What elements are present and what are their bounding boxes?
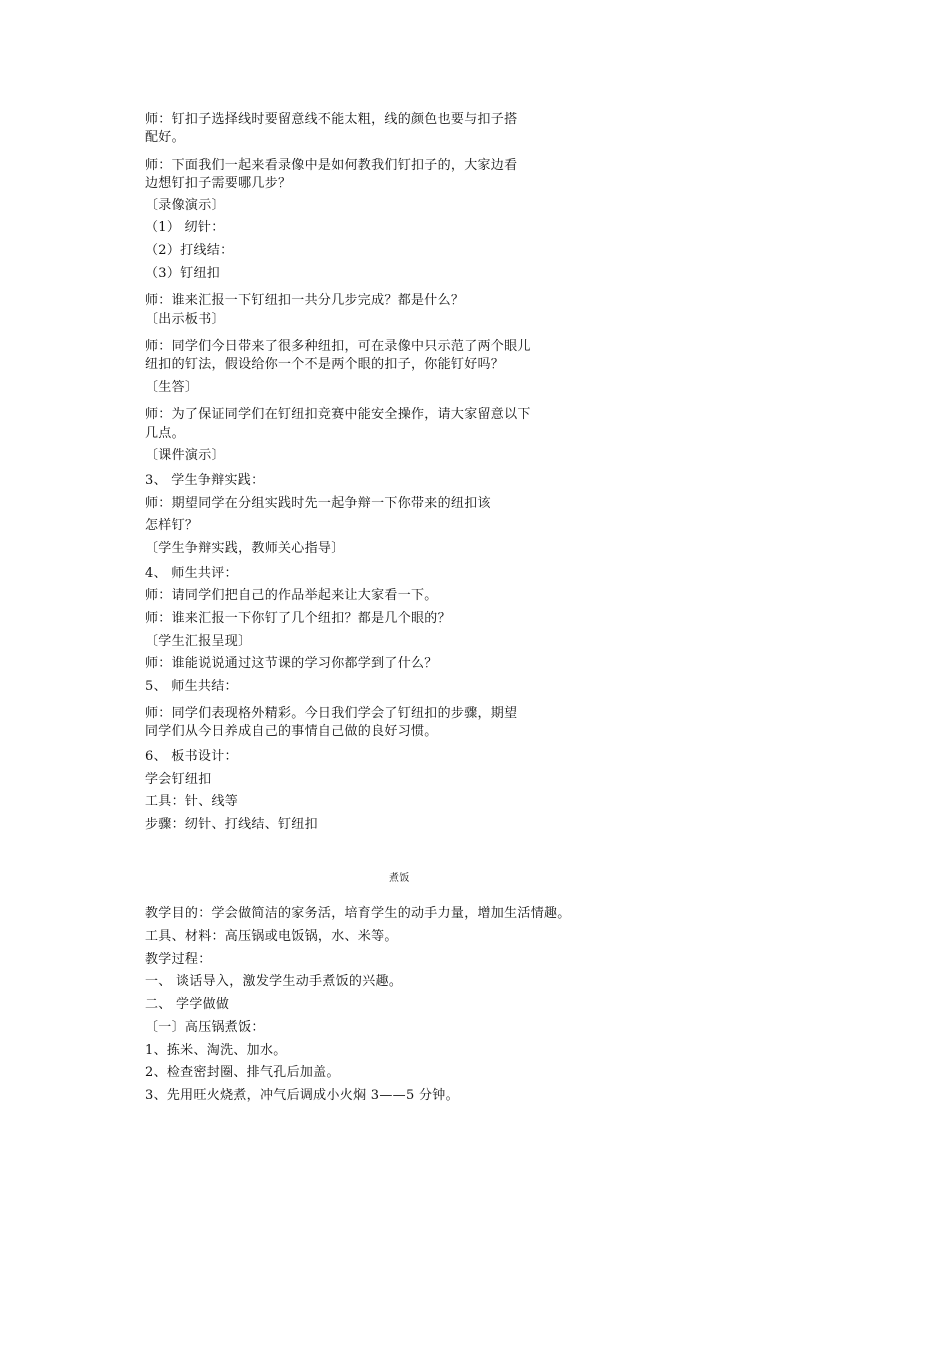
text-line: 2、检查密封圈、排气孔后加盖。 — [145, 1065, 340, 1080]
text-line: 师：请同学们把自己的作品举起来让大家看一下。 — [145, 588, 438, 603]
text-line: 一、 谈话导入，激发学生动手煮饭的兴趣。 — [145, 974, 403, 989]
text-line: 4、 师生共评： — [145, 566, 238, 581]
text-line: 师：下面我们一起来看录像中是如何教我们钉扣子的，大家边看 — [145, 158, 518, 173]
text-line: 师：同学们今日带来了很多种纽扣，可在录像中只示范了两个眼儿 — [145, 339, 531, 354]
section-title: 煮饭 — [389, 873, 410, 884]
text-line: 〔学生汇报呈现〕 — [145, 634, 252, 649]
text-line: 几点。 — [145, 426, 185, 441]
text-line: 〔学生争辩实践，教师关心指导〕 — [145, 541, 345, 556]
text-line: 〔录像演示〕 — [145, 198, 225, 213]
text-line: （3）钉纽扣 — [145, 266, 221, 281]
text-line: 〔生答〕 — [145, 380, 199, 395]
text-line: 师：谁能说说通过这节课的学习你都学到了什么？ — [145, 656, 438, 671]
text-line: 工具、材料：高压锅或电饭锅，水、米等。 — [145, 929, 398, 944]
text-line: 怎样钉？ — [145, 518, 199, 533]
text-line: 工具：针、线等 — [145, 794, 239, 809]
text-line: 配好。 — [145, 130, 185, 145]
text-line: （1） 纫针： — [145, 220, 225, 235]
text-line: 师：同学们表现格外精彩。今日我们学会了钉纽扣的步骤，期望 — [145, 706, 518, 721]
text-line: 师：钉扣子选择线时要留意线不能太粗，线的颜色也要与扣子搭 — [145, 112, 518, 127]
text-line: 师：谁来汇报一下你钉了几个纽扣？都是几个眼的？ — [145, 611, 451, 626]
text-line: 3、先用旺火烧煮，冲气后调成小火焖 3——5 分钟。 — [145, 1088, 459, 1103]
text-line: （2）打线结： — [145, 243, 234, 258]
text-line: 〔一〕高压锅煮饭： — [145, 1020, 265, 1035]
text-line: 1、拣米、淘洗、加水。 — [145, 1043, 287, 1058]
text-line: 教学目的：学会做简洁的家务活，培育学生的动手力量，增加生活情趣。 — [145, 906, 571, 921]
text-line: 学会钉纽扣 — [145, 772, 212, 787]
text-line: 5、 师生共结： — [145, 679, 238, 694]
text-line: 〔出示板书〕 — [145, 312, 225, 327]
text-line: 教学过程： — [145, 952, 212, 967]
text-line: 〔课件演示〕 — [145, 448, 225, 463]
text-line: 师：期望同学在分组实践时先一起争辩一下你带来的纽扣该 — [145, 496, 491, 511]
text-line: 师：为了保证同学们在钉纽扣竞赛中能安全操作，请大家留意以下 — [145, 407, 531, 422]
text-line: 3、 学生争辩实践： — [145, 473, 265, 488]
text-line: 同学们从今日养成自己的事情自己做的良好习惯。 — [145, 724, 438, 739]
text-line: 师：谁来汇报一下钉纽扣一共分几步完成？都是什么？ — [145, 293, 465, 308]
text-line: 二、 学学做做 — [145, 997, 230, 1012]
text-line: 6、 板书设计： — [145, 749, 238, 764]
text-line: 步骤：纫针、打线结、钉纽扣 — [145, 817, 318, 832]
text-line: 纽扣的钉法，假设给你一个不是两个眼的扣子，你能钉好吗？ — [145, 357, 505, 372]
text-line: 边想钉扣子需要哪几步？ — [145, 176, 292, 191]
